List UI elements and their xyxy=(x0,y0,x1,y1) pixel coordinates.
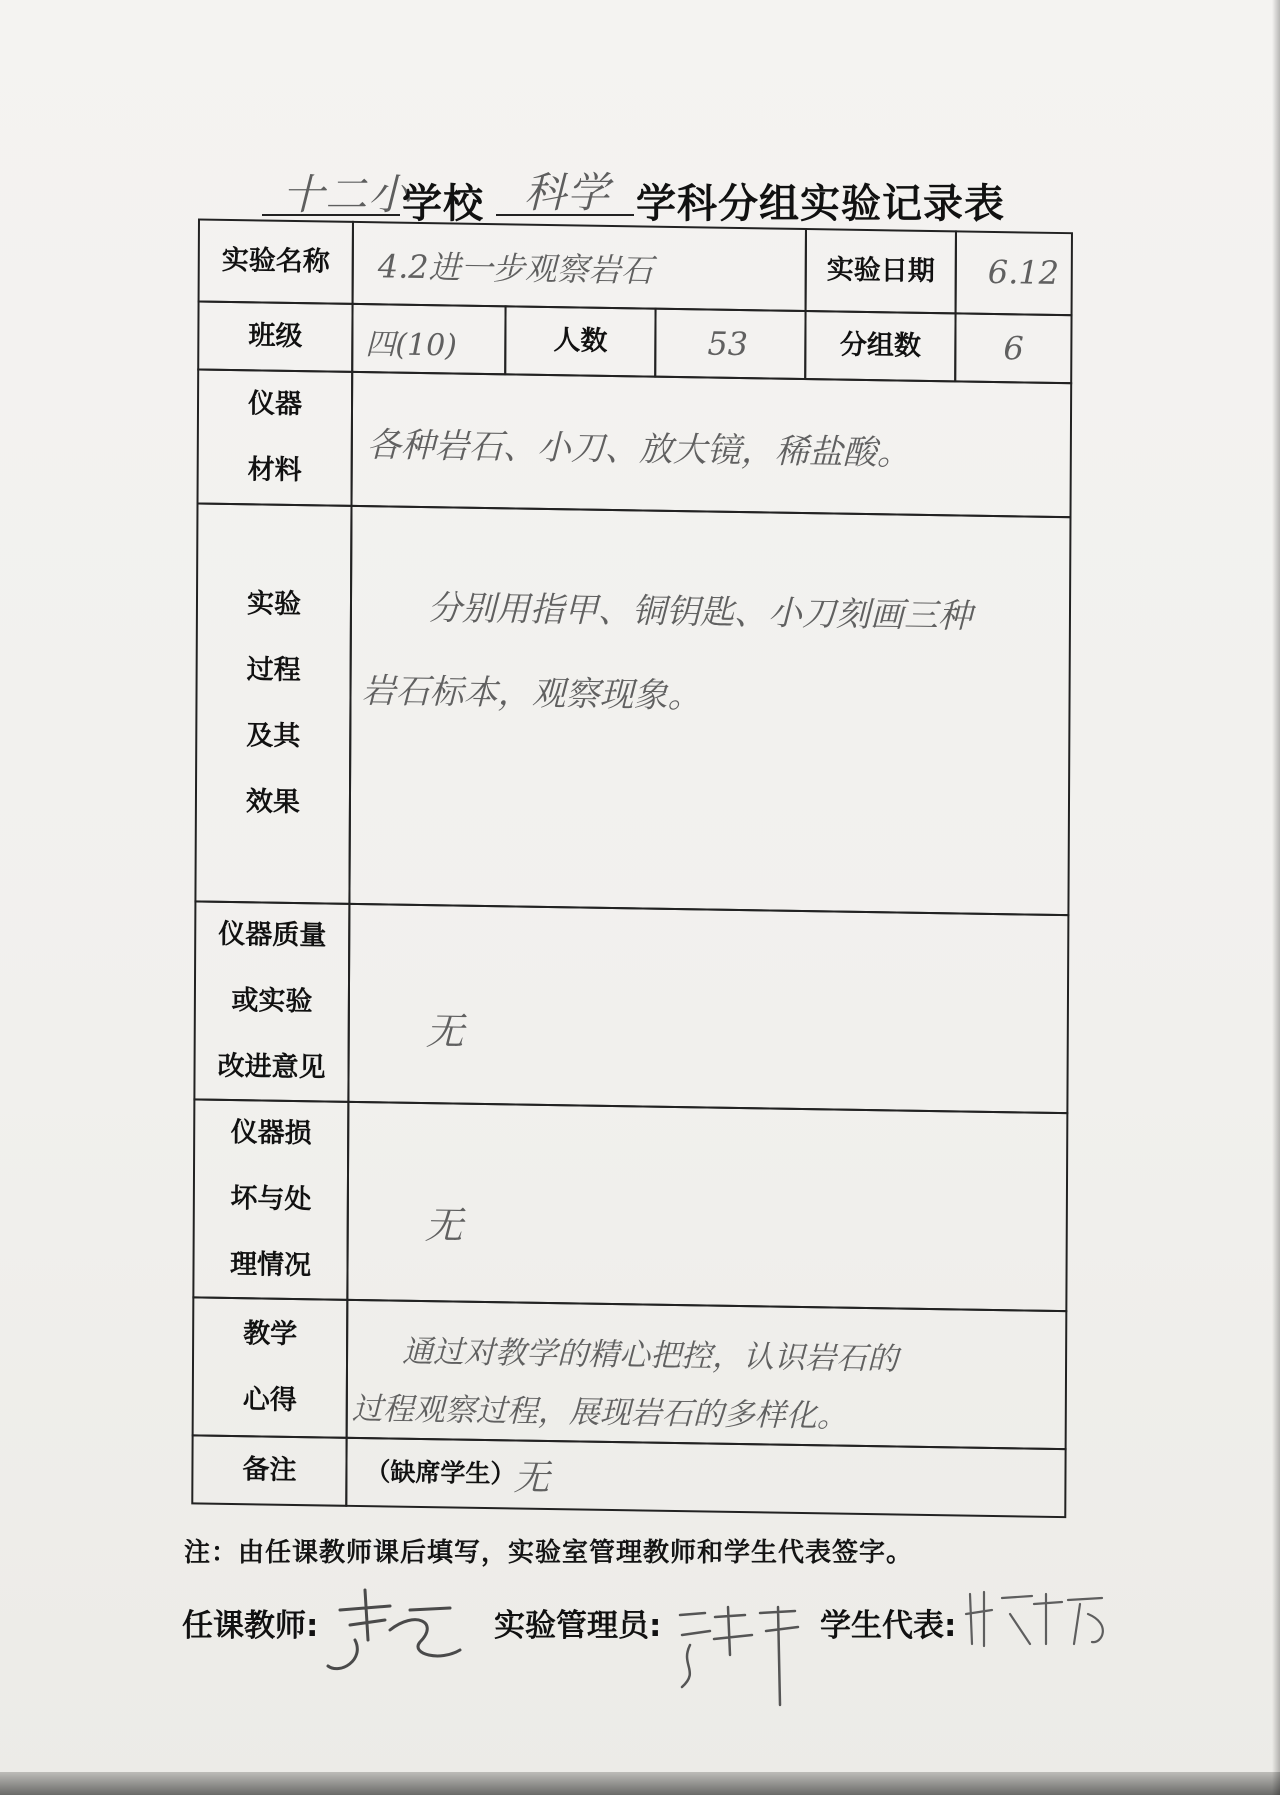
process-line-2: 岩石标本，观察现象。 xyxy=(361,671,702,717)
remarks-label: 备注 xyxy=(242,1454,297,1487)
school-name: 十二小 xyxy=(282,170,412,219)
experiment-date-label: 实验日期 xyxy=(826,254,935,288)
people-count-label: 人数 xyxy=(553,325,608,357)
teaching-line-1: 通过对教学的精心把控，认识岩石的 xyxy=(401,1333,899,1378)
damage-label-line-3: 理情况 xyxy=(229,1248,312,1282)
quality-label-line-1: 仪器质量 xyxy=(218,918,327,952)
lab-manager-label: 实验管理员: xyxy=(494,1608,662,1644)
experiment-name-label: 实验名称 xyxy=(221,244,330,278)
scan-edge xyxy=(0,1772,1280,1795)
class-label: 班级 xyxy=(248,320,303,353)
student-rep-label: 学生代表: xyxy=(820,1608,957,1644)
teacher-signature xyxy=(320,1570,480,1690)
experiment-record-table xyxy=(161,218,1088,1532)
teaching-line-2: 过程观察过程，展现岩石的多样化。 xyxy=(351,1390,848,1435)
lab-manager-signature xyxy=(670,1595,810,1725)
materials-label xyxy=(197,368,354,506)
damage-label xyxy=(192,1098,349,1300)
teacher-label: 任课教师: xyxy=(182,1608,319,1644)
quality-label xyxy=(193,900,350,1102)
process-line-1: 分别用指甲、铜钥匙、小刀刻画三种 xyxy=(427,588,973,637)
process-label-line-2: 过程 xyxy=(246,654,301,687)
group-count-value: 6 xyxy=(1003,329,1024,368)
process-label xyxy=(194,502,352,904)
form-note: 注：由任课教师课后填写，实验室管理教师和学生代表签字。 xyxy=(184,1538,914,1568)
damage-label-line-2: 坏与处 xyxy=(230,1182,312,1216)
materials-label-line-2: 材料 xyxy=(247,454,302,487)
remarks-prefix: （缺席学生） xyxy=(365,1457,516,1489)
teaching-label-line-1: 教学 xyxy=(243,1318,298,1351)
materials-label-line-1: 仪器 xyxy=(247,388,303,421)
damage-value: 无 xyxy=(424,1203,463,1248)
process-label-line-3: 及其 xyxy=(246,720,301,753)
school-suffix: 学校 xyxy=(402,181,484,227)
process-label-line-1: 实验 xyxy=(246,588,302,621)
teaching-label-line-2: 心得 xyxy=(242,1384,297,1417)
form-name: 学科分组实验记录表 xyxy=(636,181,1005,227)
class-value: 四(10) xyxy=(365,327,458,364)
experiment-name-value: 4.2进一步观察岩石 xyxy=(377,247,653,290)
people-count-value: 53 xyxy=(707,324,749,364)
scan-edge-right xyxy=(1272,0,1280,1795)
damage-label-line-1: 仪器损 xyxy=(230,1116,312,1150)
quality-label-line-2: 或实验 xyxy=(231,985,313,1018)
quality-label-line-3: 改进意见 xyxy=(217,1050,326,1084)
student-rep-signature xyxy=(962,1584,1112,1654)
process-label-line-4: 效果 xyxy=(245,786,301,819)
group-count-label: 分组数 xyxy=(839,329,921,362)
remarks-value: 无 xyxy=(513,1457,550,1500)
quality-value: 无 xyxy=(425,1009,464,1054)
teaching-label xyxy=(192,1296,349,1438)
materials-value: 各种岩石、小刀、放大镜，稀盐酸。 xyxy=(366,425,911,474)
subject-name: 科学 xyxy=(524,168,611,217)
experiment-date-value: 6.12 xyxy=(987,252,1060,292)
